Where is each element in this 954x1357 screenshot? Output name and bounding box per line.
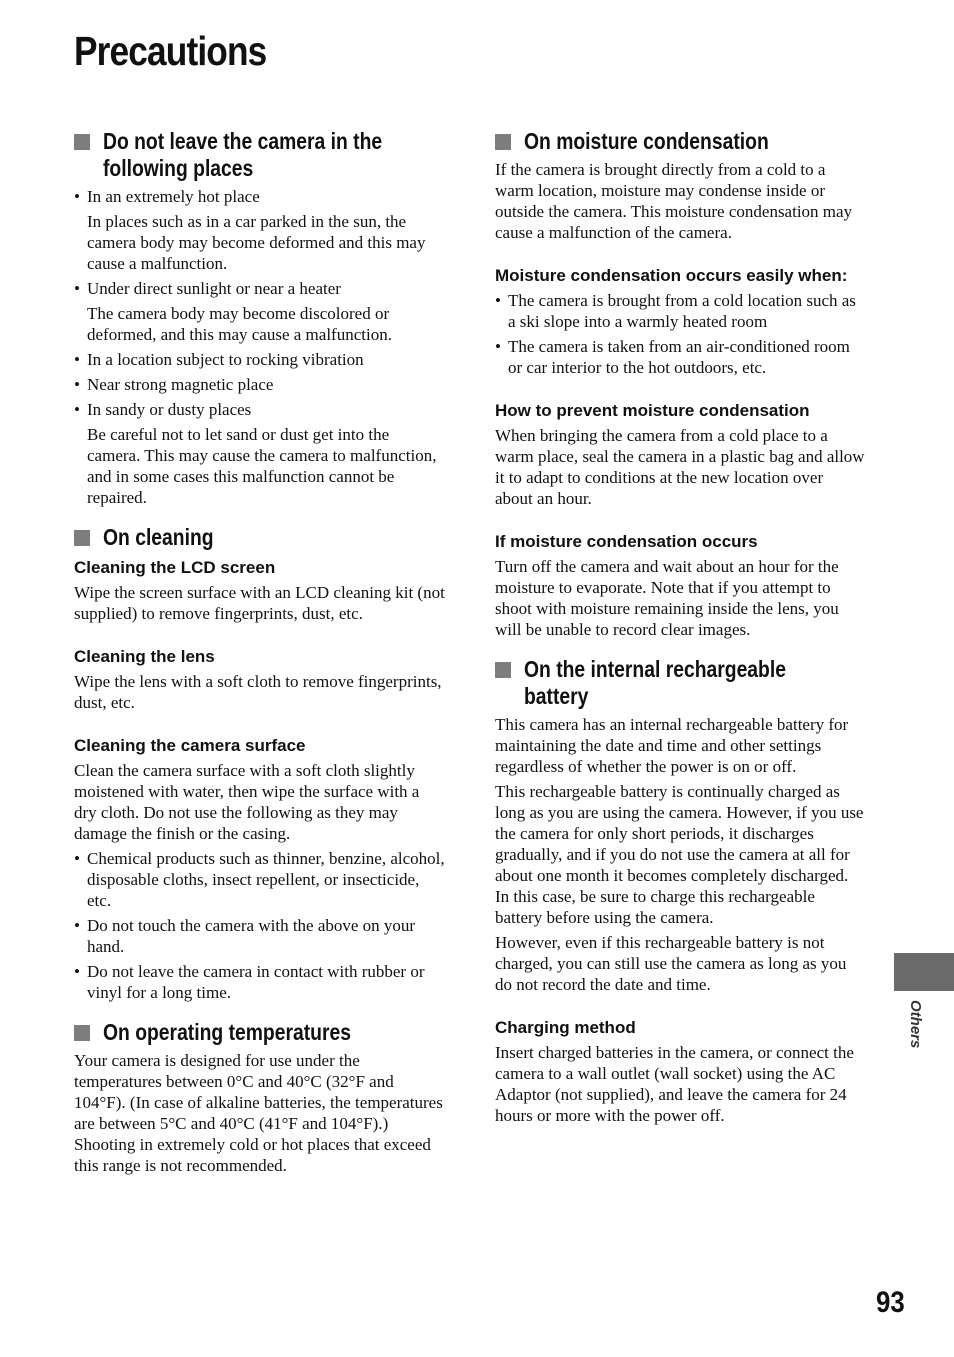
moisture-list: [495, 290, 865, 378]
section-square-icon: [495, 134, 511, 150]
list-item: • Chemical products such as thinner, benzine, alcohol, disposable cloths, insect repellent, or insecticide, etc.: [74, 849, 445, 910]
section-heading-temperatures: On operating temperatures: [74, 1019, 446, 1046]
places-detail-5: Be careful not to let sand or dust get into the camera. This may cause the camera to malfunction, and in some cases this malfunction cannot be repaired.: [87, 425, 437, 507]
page-title: Precautions: [74, 28, 267, 74]
section-heading-cleaning: On cleaning: [74, 524, 446, 551]
places-detail-2: The camera body may become discolored or deformed, and this may cause a malfunction.: [87, 304, 392, 344]
battery-paragraph-3: However, even if this rechargeable battery is not charged, you can still use the camera as long as you do not record the date and time.: [495, 933, 847, 994]
places-list: [74, 186, 446, 207]
surface-text: Clean the camera surface with a soft cloth slightly moistened with water, then wipe the surface with a dry cloth. Do not use the following as they may damage the finish or the casing.: [74, 761, 420, 843]
if-occurs-text: Turn off the camera and wait about an hour for the moisture to evaporate. Note that if you attempt to shoot with moisture remaining inside the lens, you will be unable to record clear images.: [495, 557, 839, 639]
section-heading-moisture: On moisture condensation: [495, 128, 865, 155]
section-heading-battery: On the internal rechargeable battery: [495, 656, 865, 710]
section-square-icon: [74, 134, 90, 150]
lens-text: Wipe the lens with a soft cloth to remove fingerprints, dust, etc.: [74, 672, 442, 712]
list-item: • In an extremely hot place: [74, 187, 260, 206]
list-item: • The camera is taken from an air-conditioned room or car interior to the hot outdoors, etc.: [495, 337, 850, 377]
list-item: • Do not touch the camera with the above on your hand.: [74, 916, 416, 956]
subheading-if-occurs: If moisture condensation occurs: [495, 532, 758, 551]
list-item: • The camera is brought from a cold location such as a ski slope into a warmly heated room: [495, 291, 856, 331]
prevent-text: When bringing the camera from a cold place to a warm place, seal the camera in a plastic bag and allow it to adapt to conditions at the new location over about an hour.: [495, 426, 865, 508]
places-detail-1: In places such as in a car parked in the sun, the camera body may become deformed and this may cause a malfunction.: [87, 212, 426, 273]
list-item: • Near strong magnetic place: [74, 375, 274, 394]
subheading-lcd: Cleaning the LCD screen: [74, 558, 276, 577]
battery-paragraph-1: This camera has an internal rechargeable battery for maintaining the date and time and other settings regardless of whether the power is on or off.: [495, 715, 849, 776]
left-column: [74, 128, 446, 1176]
right-column: [495, 128, 865, 1126]
list-item: • In sandy or dusty places: [74, 400, 252, 419]
moisture-intro: If the camera is brought directly from a cold to a warm location, moisture may condense inside or outside the camera. This moisture condensation may cause a malfunction of the camera.: [495, 160, 853, 242]
section-tab-marker: [894, 953, 954, 991]
battery-paragraph-2: This rechargeable battery is continually charged as long as you are using the camera. However, if you use the camera for only short periods, it discharges gradually, and if you do not use the camera at all for about one month it becomes completely discharged. In this case, be sure to charge this rechargeable battery before using the camera.: [495, 782, 864, 927]
section-square-icon: [495, 662, 511, 678]
cleaning-list: [74, 848, 446, 1003]
list-item: • In a location subject to rocking vibration: [74, 350, 364, 369]
page-number: 93: [876, 1286, 905, 1319]
section-tab-label: Others: [907, 1000, 924, 1049]
temperatures-text: Your camera is designed for use under the temperatures between 0°C and 40°C (32°F and 104°F). (In case of alkaline batteries, the temperatures are between 5°C and 40°C (41°F and 104°F).) Shooting in extremely cold or hot places that exceed this range is not recommended.: [74, 1051, 443, 1175]
section-square-icon: [74, 1025, 90, 1041]
subheading-lens: Cleaning the lens: [74, 647, 215, 666]
list-item: • Do not leave the camera in contact with rubber or vinyl for a long time.: [74, 962, 425, 1002]
subheading-charging: Charging method: [495, 1018, 636, 1037]
section-square-icon: [74, 530, 90, 546]
section-heading-places: Do not leave the camera in the following places: [74, 128, 446, 182]
lcd-text: Wipe the screen surface with an LCD cleaning kit (not supplied) to remove fingerprints, dust, etc.: [74, 583, 445, 623]
subheading-surface: Cleaning the camera surface: [74, 736, 306, 755]
subheading-occurs: Moisture condensation occurs easily when:: [495, 266, 848, 285]
list-item: • Under direct sunlight or near a heater: [74, 279, 341, 298]
charging-text: Insert charged batteries in the camera, or connect the camera to a wall outlet (wall socket) using the AC Adaptor (not supplied), and leave the camera for 24 hours or more with the power off.: [495, 1043, 854, 1125]
subheading-prevent: How to prevent moisture condensation: [495, 401, 810, 420]
